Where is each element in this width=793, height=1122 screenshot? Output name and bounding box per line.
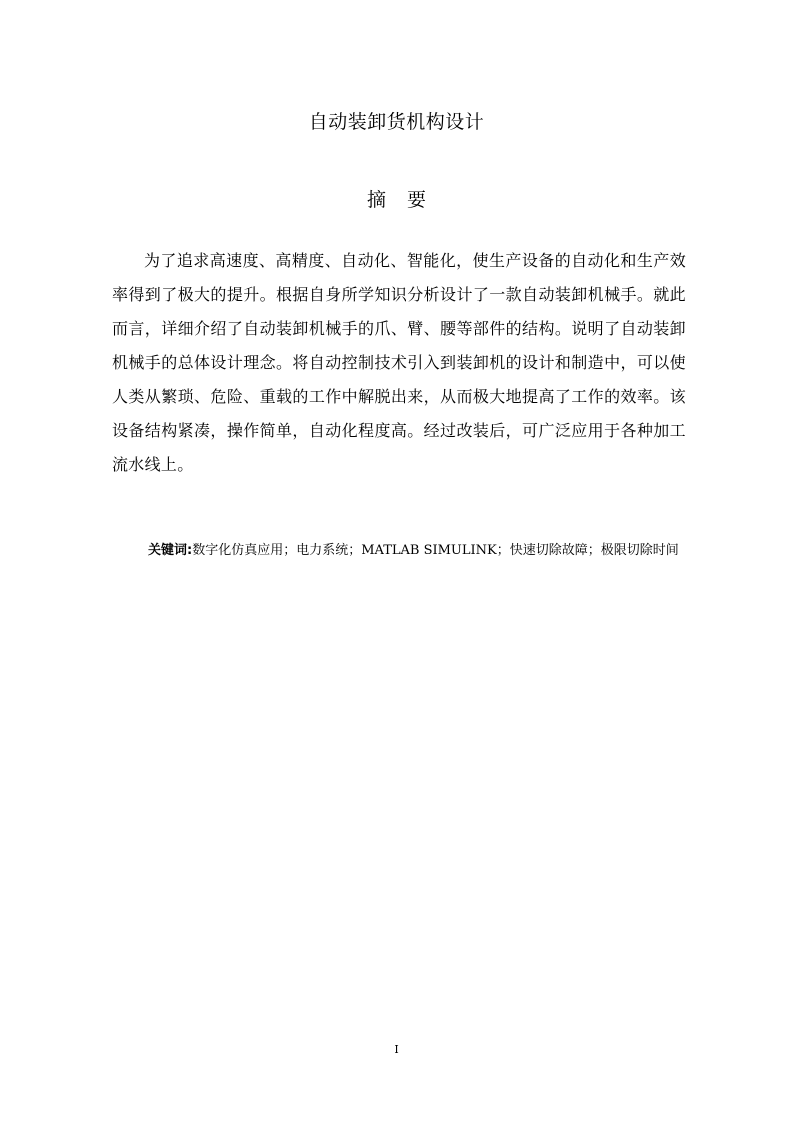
keywords-label: 关键词: [148,543,193,558]
abstract-heading: 摘要 [366,189,447,211]
document-title: 自动装卸货机构设计 [308,111,485,133]
keywords-text: 数字化仿真应用；电力系统；MATLAB SIMULINK；快速切除故障；极限切除时间 [192,543,679,558]
abstract-body: 为了追求高速度、高精度、自动化、智能化，使生产设备的自动化和生产效率得到了极大的提升。根据自身所学知识分析设计了一款自动装卸机械手。就此而言，详细介绍了自动装卸机械手的爪、臂、腰等部件的结构。说明了自动装卸机械手的总体设计理念。将自动控制技术引入到装卸机的设计和制造中，可以使人类从繁琐、危险、重载的工作中解脱出来，从而极大地提高了工作的效率。该设备结构紧凑，操作简单，自动化程度高。经过改装后，可广泛应用于各种加工流水线上。 [112,251,686,474]
keywords-line [148,541,708,561]
page-number: I [394,1043,399,1056]
